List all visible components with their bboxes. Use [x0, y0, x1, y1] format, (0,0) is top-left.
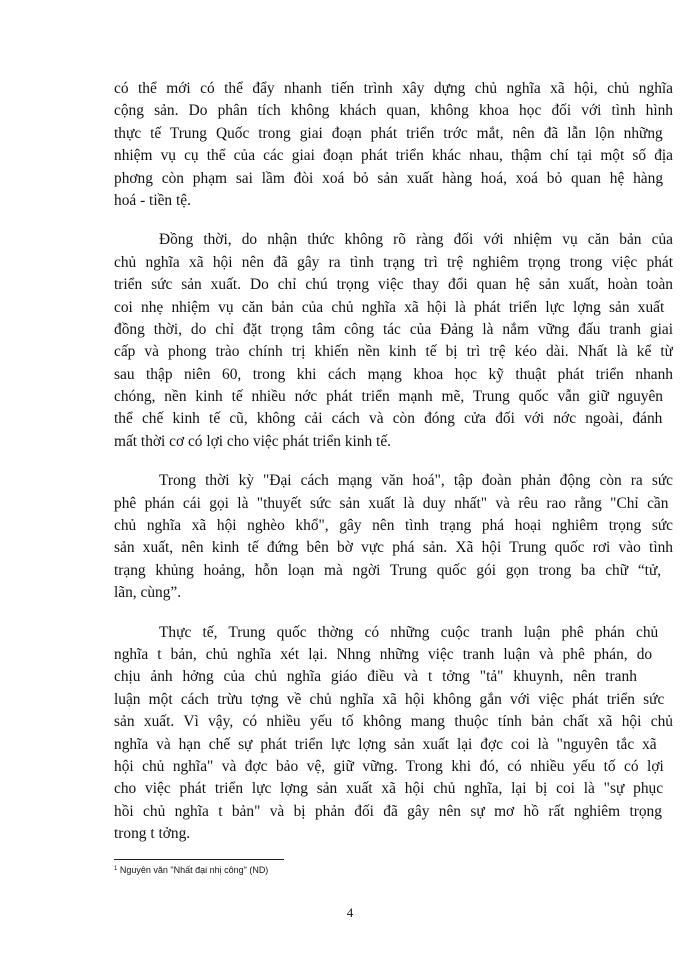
text-line: có thể mới có thể đẩy nhanh tiến trình xây dựng chủ nghĩa xã hội, chủ nghĩa — [114, 80, 673, 97]
text-line: Thực tế, Trung quốc thờng có những cuộc tranh luận phê phán chủ — [159, 623, 659, 641]
body-text — [114, 78, 673, 863]
text-line: nhiệm vụ cụ thể của các giai đoạn phát triển khác nhau, thậm chí tại một số địa — [114, 147, 673, 165]
text-line: sau thập niên 60, trong khi cách mạng khoa học kỹ thuật phát triển nhanh — [114, 365, 673, 383]
paragraph-2 — [114, 229, 673, 453]
text-line: thực tế Trung Quốc trong giai đoạn phát triển trớc mắt, nên đã lẫn lộn những — [114, 124, 663, 142]
footnote — [114, 864, 268, 876]
text-line: hội chủ nghĩa" và đợc bảo vệ, giữ vững. Trong khi đó, có nhiều yếu tố có lợi — [114, 757, 664, 775]
paragraph-3 — [114, 470, 673, 604]
text-line: chủ nghĩa xã hội nên đã gây ra tình trạng trì trệ nghiêm trọng trong việc phát — [114, 253, 673, 271]
text-line: lãn, cùng”. — [114, 584, 182, 602]
text-line: phê phán cái gọi là "thuyết sức sản xuất là duy nhất" và rêu rao rằng "Chỉ cần — [114, 494, 669, 512]
text-line: cộng sản. Do phân tích không khách quan, không khoa học đối với tình hình — [114, 102, 673, 120]
text-line: chủ nghĩa xã hội nghèo khổ", gây nên tình trạng phá hoại nghiêm trọng sức — [114, 517, 673, 535]
text-line: trạng khủng hoảng, hỗn loạn mà ngời Trung quốc gói gọn trong ba chữ “tử, — [114, 561, 662, 579]
text-line: cấp và phong trào chính trị khiến nền kinh tế bị trì trệ kéo dài. Nhất là kể từ — [114, 343, 673, 361]
text-line: sản xuất, nên kinh tế đứng bên bờ vực phá sản. Xã hội Trung quốc rơi vào tình — [114, 539, 673, 557]
text-line: hoá - tiền tệ. — [114, 191, 191, 209]
text-line: đồng thời, do chỉ đặt trọng tâm công tác của Đảng là nắm vững đấu tranh giai — [114, 320, 673, 338]
paragraph-1 — [114, 78, 673, 212]
text-line: mất thời cơ có lợi cho việc phát triển kinh tế. — [114, 432, 392, 450]
footnote-text: Nguyên văn "Nhất đại nhị công" (ND) — [117, 865, 269, 875]
page-number: 4 — [346, 905, 354, 920]
text-line: sản xuất. Vì vậy, có nhiều yếu tố không mang thuộc tính bản chất xã hội chủ — [114, 713, 673, 731]
footnote-marker: 1 — [114, 866, 118, 872]
text-line: nghĩa t bản, chủ nghĩa xét lại. Nhng những việc tranh luận và phê phán, do — [114, 645, 653, 663]
text-line: coi nhẹ nhiệm vụ căn bản của chủ nghĩa xã hội là phát triển lực lợng sản xuất — [114, 298, 665, 316]
footnote-separator — [114, 859, 284, 860]
text-line: nghĩa và hạn chế sự phát triển lực lợng sản xuất lại đợc coi là "nguyên tắc xã — [114, 735, 657, 753]
text-line: Đồng thời, do nhận thức không rõ ràng đối với nhiệm vụ căn bản của — [159, 231, 673, 249]
text-line: thể chế kinh tế cũ, không cải cách và còn đóng cửa đối với nớc ngoài, đánh — [114, 410, 663, 428]
text-line: trong t tởng. — [114, 825, 191, 843]
text-line: cho việc phát triển lực lợng sản xuất xã hội chủ nghĩa, lại bị coi là "sự phục — [114, 780, 664, 798]
text-line: chóng, nền kinh tế nhiều nớc phát triển mạnh mẽ, Trung quốc vẫn giữ nguyên — [114, 388, 663, 406]
text-line: phơng còn phạm sai lầm đòi xoá bỏ sản xuất hàng hoá, xoá bỏ quan hệ hàng — [114, 169, 664, 187]
text-line: Trong thời kỳ "Đại cách mạng văn hoá", tập đoàn phản động còn ra sức — [159, 472, 673, 490]
text-line: chịu ảnh hởng của chủ nghĩa giáo điều và t tởng "tả" khuynh, nên tranh — [114, 668, 637, 686]
paragraph-4 — [114, 622, 673, 846]
text-line: hồi chủ nghĩa t bản" và bị phản đối đã gây nên sự mơ hồ rất nghiêm trọng — [114, 802, 662, 820]
text-line: triển sức sản xuất. Do chỉ chú trọng việc thay đổi quan hệ sản xuất, hoàn toàn — [114, 276, 673, 294]
text-line: luận một cách trừu tợng về chủ nghĩa xã hội không gắn với việc phát triển sức — [114, 690, 665, 708]
